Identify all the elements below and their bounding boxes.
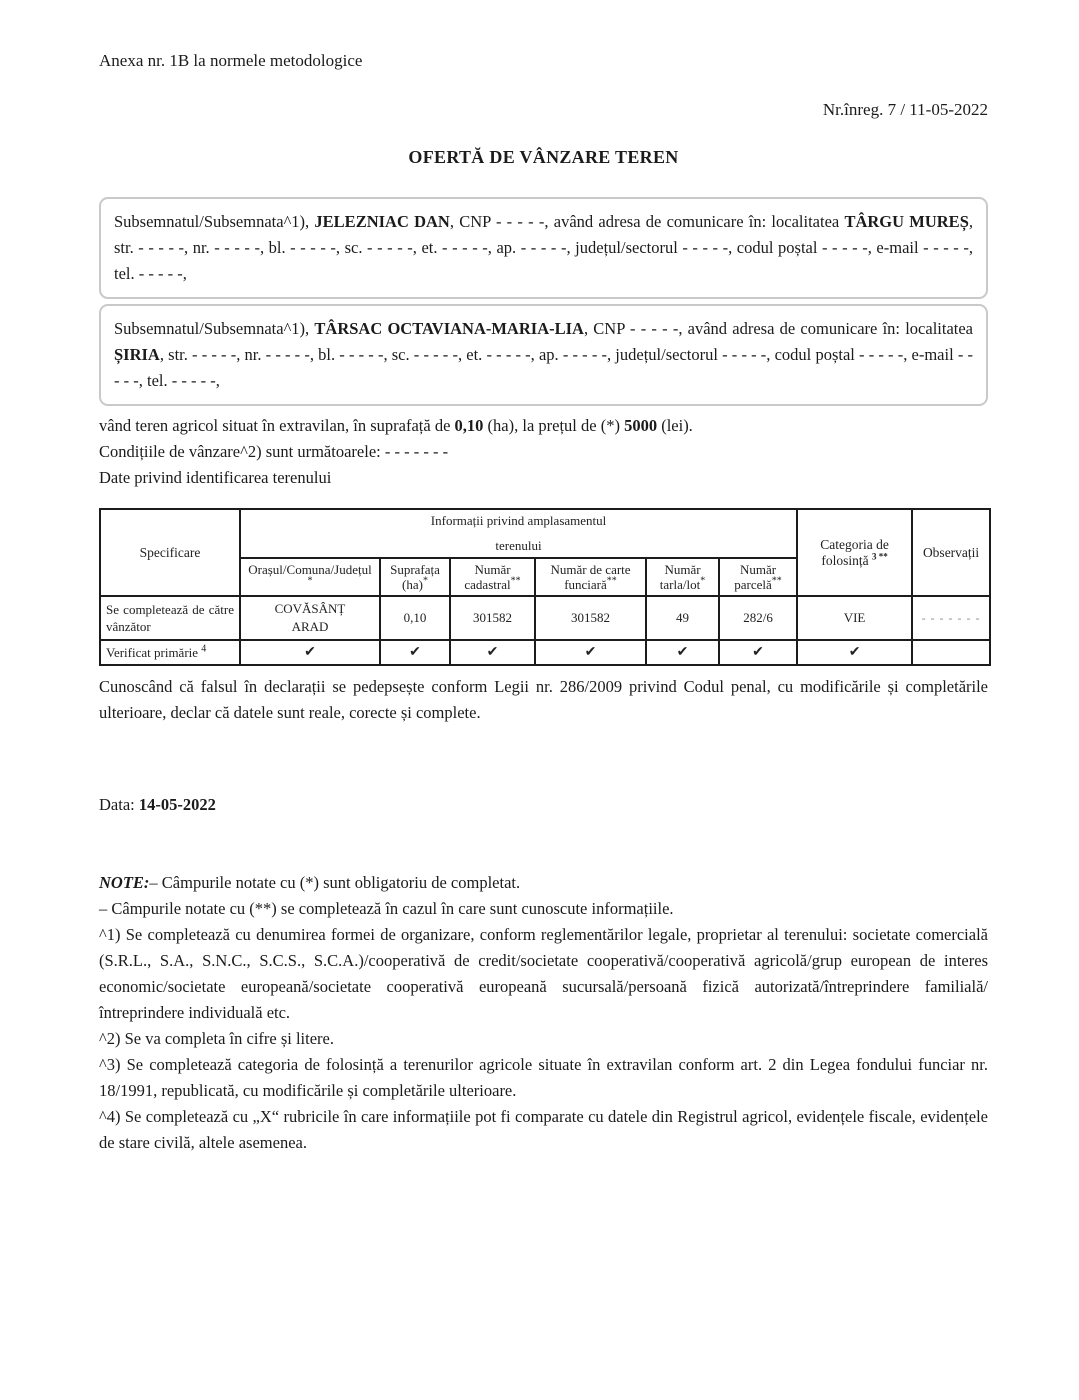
th-categoria-label: Categoria de folosință [820,536,889,568]
note-line1: NOTE:– Câmpurile notate cu (*) sunt obligatoriu de completat. [99,873,521,892]
seller2-locality: ȘIRIA [114,345,160,364]
td-cadastral: 301582 [450,596,535,640]
td-row-label-verified: Verificat primărie $^4$ [100,640,240,665]
seller1-name: JELEZNIAC DAN [314,212,450,231]
seller2-suffix: , str. - - - - -, nr. - - - - -, bl. - - - - -, sc. - - - - -, et. - - - - -, ap. - - - - -, județul/sectorul - - - - -, codul poștal - - - - -, e-mail - - - - -, tel. - - - - -, [114,345,973,390]
registration-number: Nr.înreg. 7 / 11-05-2022 [822,100,988,119]
seller1-suffix: , str. - - - - -, nr. - - - - -, bl. - - - - -, sc. - - - - -, et. - - - - -, ap. - - - - -, județul/sectorul - - - - -, codul poștal - - - - -, e-mail - - - - -, tel. - - - - -, [114,212,973,283]
seller2-name: TÂRSAC OCTAVIANA-MARIA-LIA [314,319,584,338]
td-categoria: VIE [797,596,912,640]
note-item1: ^1) Se completează cu denumirea formei de organizare, conform reglementărilor legale, proprietar al terenului: societate comercială (S.R.L., S.A., S.N.C., S.C.S., S.C.A.)/cooperativă de credit/societate cooperativă/cooperativă agricolă/grup european de interes economic/societate europeană/societate cooperativă europeană sucursală/persoană fizică autorizată/întreprindere familială/întreprindere individuală etc. [99,925,988,1022]
check-area-icon: ✔ [380,640,450,665]
th-observatii: Observații [912,509,990,596]
td-observatii: - - - - - - - [912,596,990,640]
check-categoria-icon: ✔ [797,640,912,665]
seller2-mid: , CNP - - - - -, având adresa de comunicare în: localitatea [583,319,974,338]
check-cadastral-icon: ✔ [450,640,535,665]
th-tarla-lot: Număr tarla/lot* [646,558,719,596]
seller1-prefix: Subsemnatul/Subsemnata^1), [114,212,315,231]
note-item2: ^2) Se va completa în cifre și litere. [99,1029,334,1048]
th-oras-comuna-judet: Orașul/Comuna/Județul * [240,558,380,596]
note-item4: ^4) Se completează cu „X“ rubricile în care informațiile pot fi comparate cu datele din Registrul agricol, evidențele fiscale, evidențele de stare civilă, altele asemenea. [99,1107,988,1152]
land-identification-table [99,508,991,666]
seller1-box [99,197,988,299]
th-specificare: Specificare [100,509,240,596]
sale-part1: vând teren agricol situat în extravilan, în suprafață de [99,416,455,435]
check-city-icon: ✔ [240,640,380,665]
td-tarla: 49 [646,596,719,640]
sale-conditions: Condițiile de vânzare^2) sunt următoarele: - - - - - - - [99,442,449,461]
annex-label: Anexa nr. 1B la normele metodologice [99,51,363,70]
seller-data-row [100,596,990,640]
date-label: Data: [99,795,139,814]
td-city: COVĂSÂNȚ ARAD [240,596,380,640]
page-title: OFERTĂ DE VÂNZARE TEREN [408,147,679,167]
note-line2: – Câmpurile notate cu (**) se completează în cazul în care sunt cunoscute informațiile. [99,899,674,918]
td-area: 0,10 [380,596,450,640]
seller2-box [99,304,988,406]
seller1-mid: , CNP - - - - -, având adresa de comunicare în: localitatea [449,212,845,231]
date-line [99,795,988,815]
legal-declaration: Cunoscând că falsul în declarații se pedepsește conform Legii nr. 286/2009 privind Codul penal, cu modificările și completările ulterioare, declar că datele sunt reale, corecte și complete. [99,677,988,722]
th-parcela: Număr parcelă** [719,558,797,596]
sale-area: 0,10 [454,416,484,435]
verified-row [100,640,990,665]
th-numar-cadastral: Număr cadastral** [450,558,535,596]
th-suprafata: Suprafața (ha)* [380,558,450,596]
note-title: NOTE: [99,873,150,892]
th-carte-funciara: Număr de carte funciară** [535,558,646,596]
check-tarla-icon: ✔ [646,640,719,665]
td-carte-funciara: 301582 [535,596,646,640]
th-categoria-sup: 3 ** [872,551,888,561]
td-observatii-empty [912,640,990,665]
date-value: 14-05-2022 [138,795,216,814]
td-row-label-seller: Se completează de către vânzător [100,596,240,640]
th-categoria-folosinta [797,509,912,596]
seller2-prefix: Subsemnatul/Subsemnata^1), [114,319,315,338]
sale-part3: (lei). [657,416,693,435]
sale-part2: (ha), la prețul de (*) [483,416,625,435]
th-amplasament-group [240,509,797,558]
sale-statement [99,413,988,439]
check-carte-funciara-icon: ✔ [535,640,646,665]
note-item3: ^3) Se completează categoria de folosință a terenurilor agricole situate în extravilan conform art. 2 din Legea fondului funciar nr. 18/1991, republicată, cu modificările și completările ulterioare. [99,1055,988,1100]
td-parcela: 282/6 [719,596,797,640]
land-identification-label: Date privind identificarea terenului [99,468,332,487]
check-parcela-icon: ✔ [719,640,797,665]
notes-section [99,870,988,1156]
th-amplasament-line1: Informații privind amplasamentul [430,513,607,528]
seller1-locality: TÂRGU MUREȘ [844,212,969,231]
sale-price: 5000 [624,416,658,435]
document-content [99,0,988,1156]
th-amplasament-line2: terenului [495,538,542,553]
